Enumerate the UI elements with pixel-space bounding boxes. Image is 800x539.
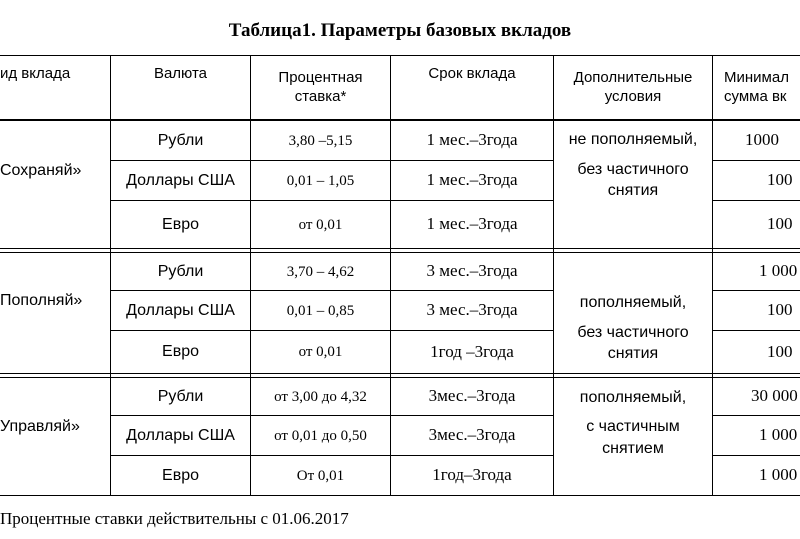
deposit-name-save: [0, 121, 110, 220]
table-cell-rate: [251, 161, 390, 200]
header-deposit-type: [0, 56, 110, 92]
min-value: 1 000: [759, 261, 798, 281]
condition-line: с частичным: [586, 418, 680, 436]
rate-value: от 0,01 до 0,50: [274, 427, 367, 444]
conditions-cell: [554, 121, 712, 248]
term-value: 1 мес.–3года: [426, 214, 518, 234]
min-value: 100: [767, 300, 793, 320]
deposit-name-label: Управляй»: [0, 417, 80, 435]
table-cell-term: [391, 378, 553, 415]
table-cell-min: [713, 253, 800, 290]
min-value: 100: [767, 214, 793, 234]
table-cell-currency: [111, 291, 250, 330]
term-value: 1год –3года: [430, 341, 514, 361]
term-value: 3мес.–3года: [428, 425, 516, 445]
table-cell-currency: [111, 456, 250, 495]
term-value: 3 мес.–3года: [426, 261, 518, 281]
condition-line: снятием: [602, 439, 664, 457]
group-divider: [0, 248, 800, 249]
header-rate-line1: Процентная: [278, 68, 363, 86]
table-cell-currency: [111, 378, 250, 415]
deposit-name-label: Пополняй»: [0, 291, 83, 309]
currency-value: Доллары США: [126, 171, 235, 189]
table-cell-term: [391, 291, 553, 330]
min-value: 30 000: [751, 386, 798, 406]
term-value: 3 мес.–3года: [426, 300, 518, 320]
table-cell-min: [713, 378, 800, 415]
currency-value: Доллары США: [126, 301, 235, 319]
condition-line: снятия: [607, 182, 659, 200]
currency-value: Рубли: [157, 262, 204, 280]
footnote: Процентные ставки действительны с 01.06.2017: [0, 509, 349, 528]
condition-line: пополняемый,: [579, 294, 687, 312]
currency-value: Евро: [162, 466, 199, 484]
currency-value: Рубли: [157, 387, 204, 405]
table-cell-min: [713, 201, 800, 248]
header-deposit-type-label: ид вклада: [0, 64, 71, 82]
header-term-label: Срок вклада: [428, 64, 516, 82]
table-cell-currency: [111, 331, 250, 373]
table-cell-currency: [111, 161, 250, 200]
table-cell-rate: [251, 121, 390, 160]
term-value: 1год–3года: [432, 465, 512, 485]
table-cell-rate: [251, 416, 390, 455]
table-cell-min: [713, 121, 800, 160]
table-cell-term: [391, 253, 553, 290]
rate-value: 0,01 – 0,85: [286, 302, 355, 319]
rate-value: от 3,00 до 4,32: [274, 388, 367, 405]
header-rate: [251, 56, 390, 119]
deposit-name-replenish: [0, 253, 110, 348]
min-value: 100: [767, 170, 793, 190]
rate-value: 0,01 – 1,05: [286, 172, 355, 189]
currency-value: Доллары США: [126, 426, 235, 444]
table-cell-rate: [251, 456, 390, 495]
deposit-name-label: Сохраняй»: [0, 161, 82, 179]
min-value: 1000: [745, 130, 779, 150]
table-cell-term: [391, 121, 553, 160]
table-cell-term: [391, 161, 553, 200]
table-cell-rate: [251, 291, 390, 330]
header-conditions-line2: условия: [604, 87, 662, 105]
table-cell-min: [713, 291, 800, 330]
table-cell-min: [713, 161, 800, 200]
table-cell-currency: [111, 253, 250, 290]
header-currency: [111, 56, 250, 92]
condition-line: без частичного: [577, 160, 689, 178]
header-conditions: [554, 56, 712, 119]
table-cell-min: [713, 416, 800, 455]
header-rate-line2: ставка*: [294, 87, 347, 105]
condition-line: снятия: [607, 345, 659, 363]
condition-line: без частичного: [577, 323, 689, 341]
term-value: 3мес.–3года: [428, 386, 516, 406]
rate-value: От 0,01: [296, 467, 345, 484]
min-value: 1 000: [759, 465, 798, 485]
header-currency-label: Валюта: [153, 64, 208, 82]
table-cell-term: [391, 456, 553, 495]
deposit-name-manage: [0, 378, 110, 475]
header-min-line1: Минимал: [724, 68, 789, 86]
rate-value: 3,80 –5,15: [288, 132, 353, 149]
rate-value: от 0,01: [298, 216, 343, 233]
table-cell-term: [391, 201, 553, 248]
currency-value: Евро: [162, 215, 199, 233]
table-cell-term: [391, 416, 553, 455]
table-cell-term: [391, 331, 553, 373]
conditions-cell: [554, 253, 712, 373]
min-value: 1 000: [759, 425, 798, 445]
table-cell-rate: [251, 253, 390, 290]
table-cell-min: [713, 456, 800, 495]
table-cell-rate: [251, 331, 390, 373]
min-value: 100: [767, 341, 793, 361]
header-min-line2: сумма вк: [724, 87, 787, 105]
table-cell-currency: [111, 201, 250, 248]
table-cell-min: [713, 331, 800, 373]
header-conditions-line1: Дополнительные: [573, 68, 693, 86]
condition-line: пополняемый,: [579, 388, 687, 406]
table-cell-rate: [251, 201, 390, 248]
condition-line: не пополняемый,: [568, 131, 698, 148]
table-title: Таблица1. Параметры базовых вкладов: [228, 20, 572, 41]
currency-value: Рубли: [157, 131, 204, 149]
conditions-cell: [554, 378, 712, 468]
currency-value: Евро: [162, 343, 199, 361]
table-cell-rate: [251, 378, 390, 415]
table-cell-currency: [111, 416, 250, 455]
table-cell-currency: [111, 121, 250, 160]
header-term: [391, 56, 553, 92]
term-value: 1 мес.–3года: [426, 170, 518, 190]
rate-value: от 0,01: [298, 344, 343, 360]
header-min-amount: [713, 56, 800, 119]
group-divider: [0, 373, 800, 374]
table-border-bottom: [0, 495, 800, 496]
term-value: 1 мес.–3года: [426, 130, 518, 150]
rate-value: 3,70 – 4,62: [286, 263, 355, 280]
